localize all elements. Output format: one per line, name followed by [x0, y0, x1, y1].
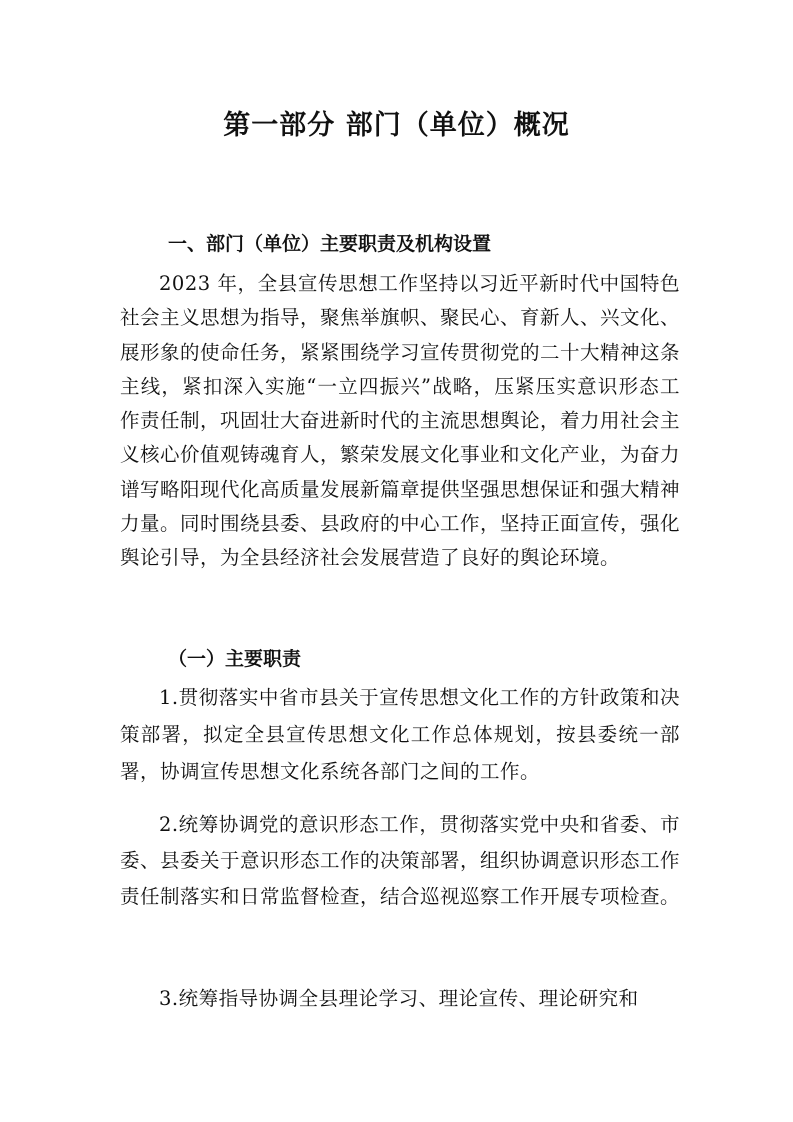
duty-item-1: 1.贯彻落实中省市县关于宣传思想文化工作的方针政策和决策部署，拟定全县宣传思想文化工作总体规划，按县委统一部署，协调宣传思想文化系统各部门之间的工作。	[120, 686, 680, 783]
duty-item-2: 2.统筹协调党的意识形态工作，贯彻落实党中央和省委、市委、县委关于意识形态工作的决策部署，组织协调意识形态工作责任制落实和日常监督检查，结合巡视巡察工作开展专项检查。	[120, 813, 681, 908]
page-title: 第一部分 部门（单位）概况	[223, 110, 570, 141]
section-heading: 一、部门（单位）主要职责及机构设置	[168, 233, 492, 255]
subsection-heading: （一）主要职责	[168, 648, 302, 670]
intro-paragraph: 2023 年，全县宣传思想工作坚持以习近平新时代中国特色社会主义思想为指导，聚焦举旗帜、聚民心、育新人、兴文化、展形象的使命任务，紧紧围绕学习宣传贯彻党的二十大精神这条主线，紧扣深入实施“一立四振兴”战略，压紧压实意识形态工作责任制，巩固壮大奋进新时代的主流思想舆论，着力用社会主义核心价值观铸魂育人，繁荣发展文化事业和文化产业，为奋力谱写略阳现代化高质量发展新篇章提供坚强思想保证和强大精神力量。同时围绕县委、县政府的中心工作，坚持正面宣传，强化舆论引导，为全县经济社会发展营造了良好的舆论环境。	[120, 272, 681, 570]
duty-item-3: 3.统筹指导协调全县理论学习、理论宣传、理论研究和	[159, 987, 639, 1010]
